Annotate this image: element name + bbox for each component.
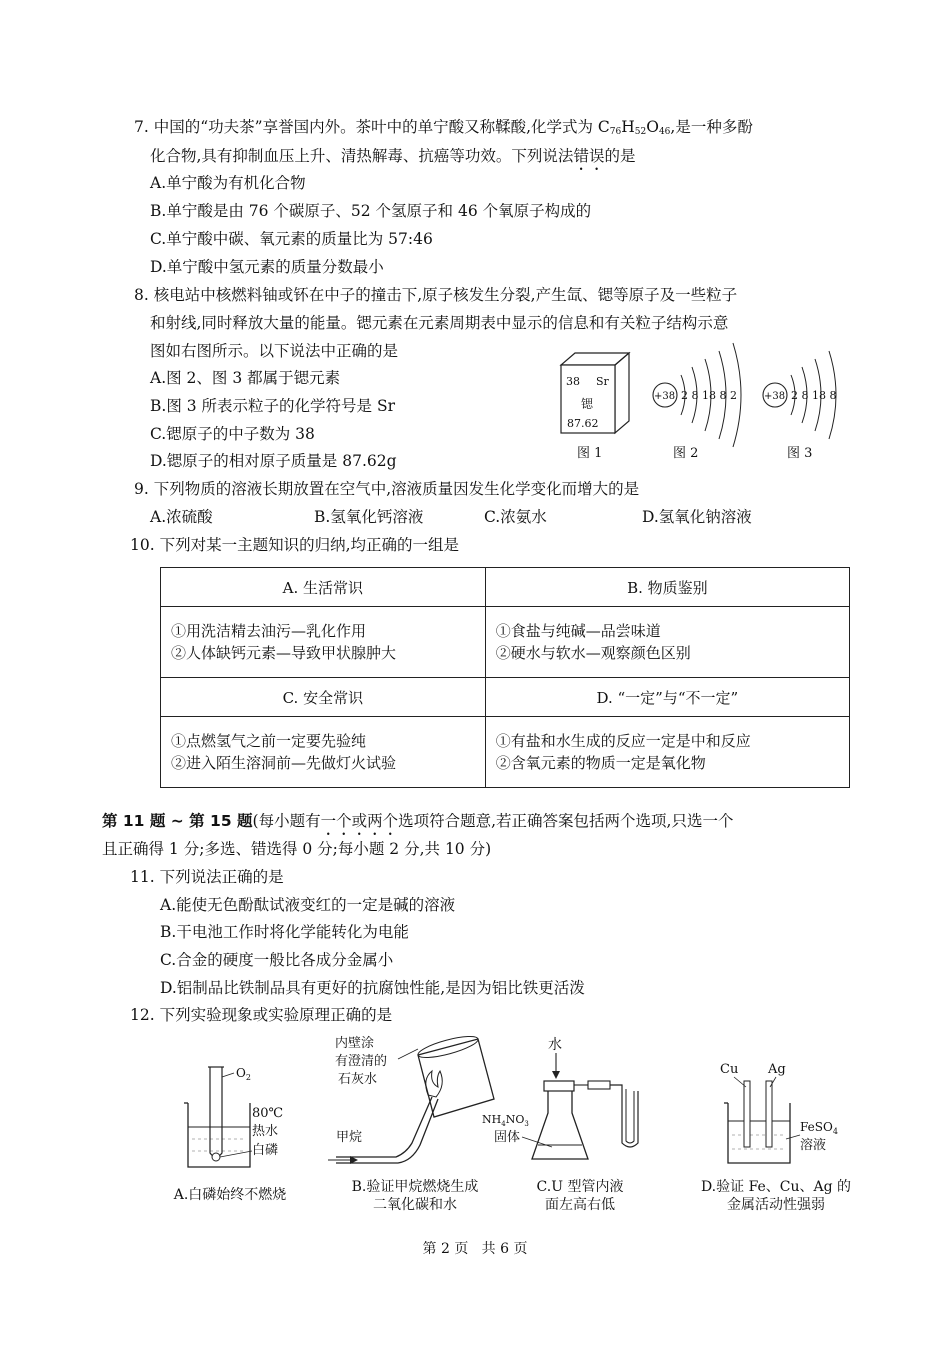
q9-option-c: C.浓氨水 bbox=[484, 508, 547, 526]
periodic-cell-figure bbox=[561, 353, 629, 461]
svg-text:热水: 热水 bbox=[252, 1124, 279, 1139]
element-name: 锶 bbox=[581, 397, 594, 411]
table-cell-b: ①食盐与纯碱—品尝味道 ②硬水与软水—观察颜色区别 bbox=[485, 607, 849, 678]
section-header-line2: 且正确得 1 分;多选、错选得 0 分;每小题 2 分,共 10 分) bbox=[102, 840, 492, 858]
table-cell-c: ①点燃氢气之前一定要先验纯 ②进入陌生溶洞前—先做灯火试验 bbox=[161, 717, 486, 788]
svg-text:+38: +38 bbox=[764, 391, 786, 402]
section-title: 第 11 题 ~ 第 15 题 bbox=[102, 812, 253, 830]
q7-option-d: D.单宁酸中氢元素的质量分数最小 bbox=[150, 258, 384, 276]
table-head-b: B. 物质鉴别 bbox=[485, 568, 849, 607]
q8-stem-line2: 和射线,同时释放大量的能量。锶元素在元素周期表中显示的信息和有关粒子结构示意 bbox=[150, 314, 729, 332]
nh4no3-label: $NH_4NO_3$ bbox=[482, 1113, 529, 1128]
svg-text:石灰水: 石灰水 bbox=[338, 1072, 378, 1087]
svg-text:固体: 固体 bbox=[494, 1130, 521, 1145]
svg-text:Cu: Cu bbox=[720, 1062, 739, 1077]
q12-stem: 12. 下列实验现象或实验原理正确的是 bbox=[130, 1006, 393, 1024]
q11-option-c: C.合金的硬度一般比各成分金属小 bbox=[160, 951, 394, 969]
fig2-caption: 图 2 bbox=[673, 446, 699, 461]
table-cell-a: ①用洗洁精去油污—乳化作用 ②人体缺钙元素—导致甲状腺肿大 bbox=[161, 607, 486, 678]
ion-structure-fig3 bbox=[763, 351, 836, 461]
svg-text:溶液: 溶液 bbox=[800, 1138, 827, 1153]
q9-option-b: B.氢氧化钙溶液 bbox=[314, 508, 424, 526]
svg-text:2 8 18 8: 2 8 18 8 bbox=[791, 389, 837, 402]
q9-option-d: D.氢氧化钠溶液 bbox=[642, 508, 752, 526]
q7-option-b: B.单宁酸是由 76 个碳原子、52 个氢原子和 46 个氧原子构成的 bbox=[150, 202, 592, 220]
svg-text:+38: +38 bbox=[654, 391, 676, 402]
svg-text:甲烷: 甲烷 bbox=[336, 1130, 363, 1145]
svg-text:80℃: 80℃ bbox=[252, 1106, 284, 1121]
q8-option-a: A.图 2、图 3 都属于锶元素 bbox=[150, 369, 341, 387]
emphasis-text: 错误 bbox=[573, 147, 605, 165]
experiment-d-caption: D.验证 Fe、Cu、Ag 的 金属活动性强弱 bbox=[700, 1179, 852, 1213]
experiment-a-caption: A.白磷始终不燃烧 bbox=[173, 1187, 287, 1203]
element-symbol: Sr bbox=[596, 375, 609, 388]
experiment-d-figure bbox=[720, 1062, 838, 1163]
section-header-line1: 第 11 题 ~ 第 15 题(每小题有一个或两个选项符合题意,若正确答案包括两个选项,只选一个 bbox=[102, 812, 734, 830]
table-head-d: D. “一定”与“不一定” bbox=[485, 678, 849, 717]
svg-text:Ag: Ag bbox=[768, 1062, 786, 1077]
experiment-figures bbox=[160, 1035, 860, 1175]
atom-structure-fig2 bbox=[653, 343, 741, 461]
experiment-a-figure bbox=[184, 1066, 283, 1167]
q8-option-c: C.锶原子的中子数为 38 bbox=[150, 425, 315, 443]
q8-stem-line1: 8. 核电站中核燃料铀或钚在中子的撞击下,原子核发生分裂,产生氙、锶等原子及一些粒子 bbox=[134, 286, 738, 304]
q7-stem-line2: 化合物,具有抑制血压上升、清热解毒、抗癌等功效。下列说法错误的是 bbox=[150, 147, 636, 165]
q9-option-a: A.浓硫酸 bbox=[150, 508, 213, 526]
experiment-c-figure bbox=[482, 1036, 638, 1159]
knowledge-table bbox=[160, 567, 850, 788]
emphasis-text: 一个或两个 bbox=[320, 812, 399, 830]
feso4-label: FeSO$_4$ bbox=[800, 1120, 838, 1136]
fig3-caption: 图 3 bbox=[787, 446, 813, 461]
q11-stem: 11. 下列说法正确的是 bbox=[130, 868, 284, 886]
atomic-number: 38 bbox=[566, 375, 580, 388]
q8-stem-line3: 图如右图所示。以下说法中正确的是 bbox=[150, 342, 399, 360]
svg-text:内壁涂: 内壁涂 bbox=[335, 1036, 375, 1051]
q8-option-b: B.图 3 所表示粒子的化学符号是 Sr bbox=[150, 397, 395, 415]
svg-text:水: 水 bbox=[548, 1037, 562, 1053]
strontium-figures bbox=[555, 335, 855, 470]
q11-option-d: D.铝制品比铁制品具有更好的抗腐蚀性能,是因为铝比铁更活泼 bbox=[160, 979, 585, 997]
q11-option-b: B.干电池工作时将化学能转化为电能 bbox=[160, 923, 409, 941]
fig1-caption: 图 1 bbox=[577, 446, 603, 461]
atomic-mass: 87.62 bbox=[567, 417, 599, 430]
experiment-b-caption: B.验证甲烷燃烧生成 二氧化碳和水 bbox=[351, 1179, 479, 1213]
experiment-b-figure bbox=[328, 1035, 494, 1164]
svg-text:白磷: 白磷 bbox=[252, 1143, 279, 1158]
table-cell-d: ①有盐和水生成的反应一定是中和反应 ②含氧元素的物质一定是氧化物 bbox=[485, 717, 849, 788]
q9-stem: 9. 下列物质的溶液长期放置在空气中,溶液质量因发生化学变化而增大的是 bbox=[134, 480, 640, 498]
table-head-c: C. 安全常识 bbox=[161, 678, 486, 717]
o2-label: $O_2$ bbox=[236, 1066, 251, 1082]
experiment-c-caption: C.U 型管内液 面左高右低 bbox=[536, 1179, 624, 1213]
q10-stem: 10. 下列对某一主题知识的归纳,均正确的一组是 bbox=[130, 536, 460, 554]
svg-text:2 8 18 8 2: 2 8 18 8 2 bbox=[681, 389, 737, 402]
page-footer: 第 2 页 共 6 页 bbox=[422, 1241, 528, 1257]
q11-option-a: A.能使无色酚酞试液变红的一定是碱的溶液 bbox=[160, 896, 456, 914]
q7-option-a: A.单宁酸为有机化合物 bbox=[150, 174, 306, 192]
table-head-a: A. 生活常识 bbox=[161, 568, 486, 607]
q8-option-d: D.锶原子的相对原子质量是 87.62g bbox=[150, 452, 397, 470]
svg-text:有澄清的: 有澄清的 bbox=[335, 1054, 388, 1069]
q7-option-c: C.单宁酸中碳、氧元素的质量比为 57:46 bbox=[150, 230, 433, 248]
q7-stem-line1: 7. 中国的“功夫茶”享誉国内外。茶叶中的单宁酸又称鞣酸,化学式为 $C_{76}H_{52}O_{46}$,是一种多酚 bbox=[134, 118, 753, 137]
